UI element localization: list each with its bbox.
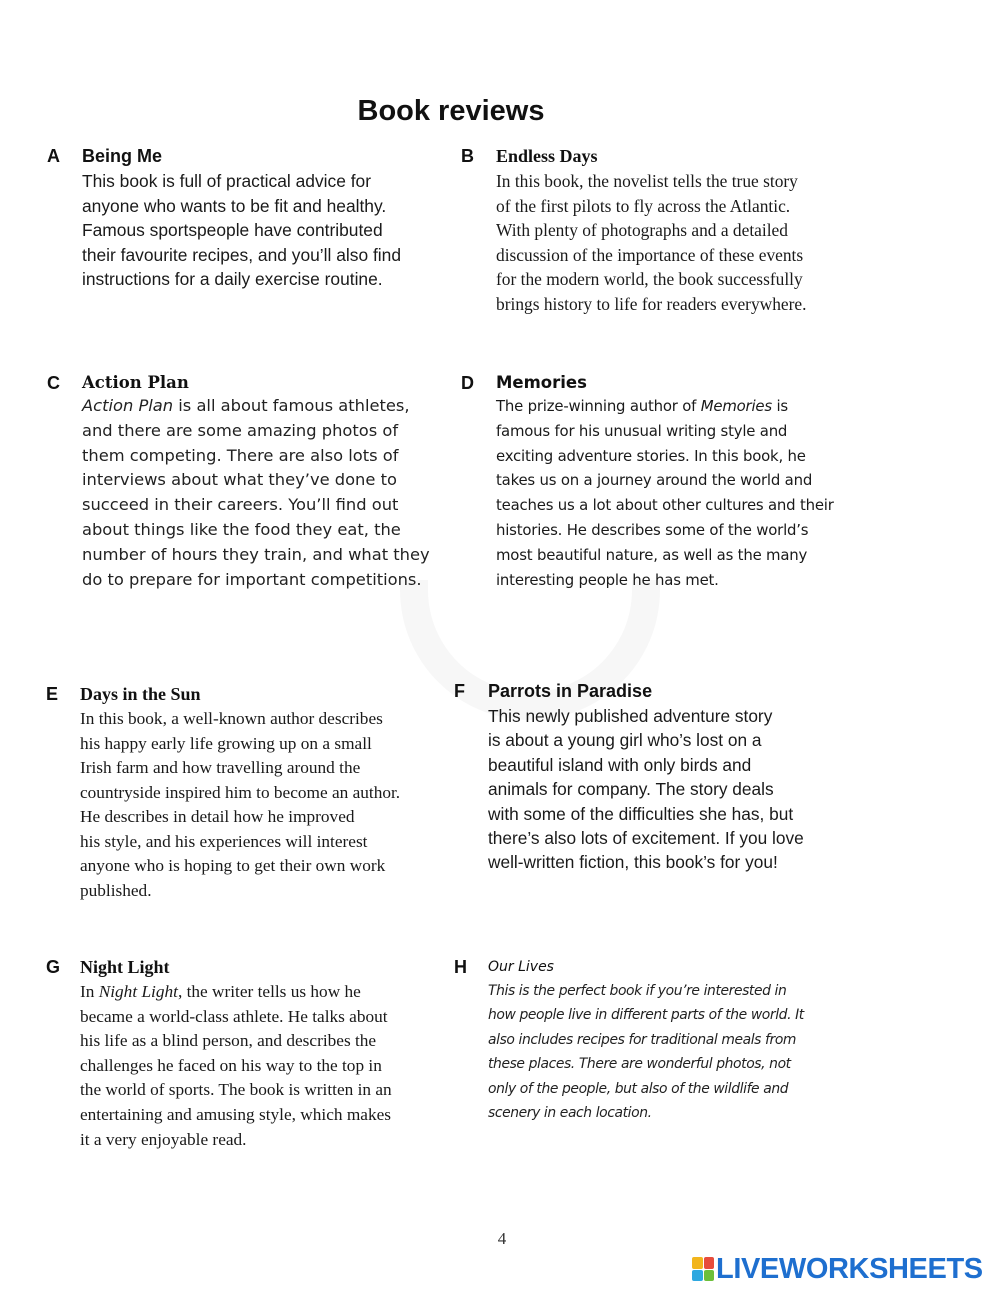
review-title: Days in the Sun bbox=[80, 684, 201, 704]
review-line: only of the people, but also of the wildlife and bbox=[488, 1080, 789, 1097]
review-b bbox=[461, 146, 881, 317]
review-line: succeed in their careers. You’ll find out bbox=[82, 495, 399, 515]
review-body bbox=[496, 169, 881, 317]
review-line: his life as a blind person, and describes the bbox=[80, 1031, 377, 1051]
review-e bbox=[46, 684, 456, 903]
review-line bbox=[82, 394, 457, 419]
review-letter: D bbox=[461, 373, 474, 393]
review-letter: G bbox=[46, 957, 61, 977]
review-line: scenery in each location. bbox=[488, 1105, 652, 1122]
review-line: there’s also lots of excitement. If you love bbox=[488, 828, 804, 849]
review-line: do to prepare for important competitions. bbox=[82, 569, 422, 589]
review-text: is bbox=[771, 397, 788, 415]
review-line: countryside inspired him to become an author. bbox=[80, 782, 401, 802]
review-line: interviews about what they’ve done to bbox=[82, 470, 397, 490]
liveworksheets-brand[interactable] bbox=[692, 1254, 983, 1284]
review-title: Action Plan bbox=[82, 373, 189, 392]
review-letter: F bbox=[454, 681, 465, 701]
review-line: them competing. There are also lots of bbox=[82, 445, 399, 465]
review-a bbox=[47, 146, 457, 292]
review-title: Night Light bbox=[80, 957, 170, 977]
review-d bbox=[461, 373, 881, 592]
review-line: animals for company. The story deals bbox=[488, 779, 774, 800]
review-line: Famous sportspeople have contributed bbox=[82, 220, 383, 241]
review-line: is about a young girl who’s lost on a bbox=[488, 730, 762, 751]
review-body bbox=[488, 979, 874, 1125]
review-line bbox=[80, 980, 456, 1005]
review-line: also includes recipes for traditional meals from bbox=[488, 1031, 797, 1048]
review-line: their favourite recipes, and you’ll also find bbox=[82, 244, 402, 265]
review-f bbox=[454, 681, 874, 875]
review-body bbox=[496, 394, 881, 592]
review-line: these places. There are wonderful photos, not bbox=[488, 1056, 791, 1073]
review-body bbox=[488, 704, 874, 875]
review-title: Endless Days bbox=[496, 146, 598, 166]
review-title: Our Lives bbox=[488, 959, 554, 975]
review-line: exciting adventure stories. In this book, he bbox=[496, 446, 806, 465]
review-line: He describes in detail how he improved bbox=[80, 807, 355, 826]
review-text: , the writer tells us how he bbox=[177, 982, 361, 1001]
review-line: teaches us a lot about other cultures and their bbox=[496, 496, 834, 515]
review-line: takes us on a journey around the world and bbox=[496, 471, 813, 490]
review-title: Being Me bbox=[82, 146, 163, 166]
review-line: his style, and his experiences will interest bbox=[80, 831, 368, 851]
review-g bbox=[46, 957, 456, 1152]
book-title-italic: Night Light bbox=[98, 982, 178, 1001]
review-letter: H bbox=[454, 957, 467, 977]
review-body bbox=[80, 980, 456, 1152]
review-body bbox=[82, 394, 457, 592]
review-line: about things like the food they eat, the bbox=[82, 519, 401, 539]
review-line: challenges he faced on his way to the top in bbox=[80, 1055, 382, 1075]
review-line: became a world-class athlete. He talks about bbox=[80, 1006, 388, 1026]
review-h bbox=[454, 957, 874, 1125]
review-line: With plenty of photographs and a detailed bbox=[496, 220, 788, 241]
review-line: anyone who is hoping to get their own work bbox=[80, 856, 386, 875]
review-line: beautiful island with only birds and bbox=[488, 754, 752, 775]
review-text: is all about famous athletes, bbox=[173, 396, 410, 415]
review-text: In bbox=[80, 982, 99, 1001]
review-line: of the first pilots to fly across the Atlantic. bbox=[496, 195, 791, 216]
liveworksheets-logo-icon bbox=[692, 1257, 714, 1281]
review-line: how people live in different parts of the world. It bbox=[488, 1007, 804, 1024]
review-title: Parrots in Paradise bbox=[488, 681, 653, 701]
review-line: for the modern world, the book successfully bbox=[496, 269, 803, 290]
review-letter: C bbox=[47, 373, 60, 393]
review-line: it a very enjoyable read. bbox=[80, 1129, 247, 1149]
book-title-italic: Memories bbox=[700, 397, 772, 415]
review-line: number of hours they train, and what they bbox=[82, 544, 430, 564]
review-line: with some of the difficulties she has, but bbox=[488, 803, 794, 824]
review-line: famous for his unusual writing style and bbox=[496, 421, 788, 440]
review-letter: E bbox=[46, 684, 59, 704]
review-line: This book is full of practical advice for bbox=[82, 171, 372, 191]
review-line: In this book, a well-known author describes bbox=[80, 709, 383, 728]
review-body bbox=[82, 169, 457, 292]
review-line: well-written fiction, this book’s for you! bbox=[488, 852, 778, 873]
brand-name: LIVEWORKSHEETS bbox=[716, 1252, 983, 1285]
review-line: discussion of the importance of these events bbox=[496, 244, 804, 265]
review-text: The prize-winning author of bbox=[496, 397, 701, 415]
review-line: This is the perfect book if you’re interested in bbox=[488, 983, 787, 999]
review-line: interesting people he has met. bbox=[496, 570, 719, 589]
review-line: published. bbox=[80, 880, 152, 900]
review-line bbox=[496, 394, 881, 419]
review-line: histories. He describes some of the world’s bbox=[496, 520, 809, 539]
review-line: most beautiful nature, as well as the many bbox=[496, 545, 808, 564]
page-title: Book reviews bbox=[357, 95, 545, 128]
review-line: This newly published adventure story bbox=[488, 706, 773, 726]
review-body bbox=[80, 707, 456, 903]
review-line: anyone who wants to be fit and healthy. bbox=[82, 195, 387, 216]
review-line: Irish farm and how travelling around the bbox=[80, 758, 361, 777]
book-title-italic: Action Plan bbox=[82, 396, 174, 415]
review-title: Memories bbox=[496, 373, 587, 392]
review-c bbox=[47, 373, 457, 592]
review-line: and there are some amazing photos of bbox=[82, 420, 399, 440]
review-line: In this book, the novelist tells the true story bbox=[496, 171, 798, 191]
review-line: entertaining and amusing style, which makes bbox=[80, 1104, 391, 1124]
review-line: instructions for a daily exercise routine. bbox=[82, 269, 383, 290]
review-line: his happy early life growing up on a small bbox=[80, 733, 372, 753]
page-number: 4 bbox=[497, 1229, 507, 1248]
review-letter: B bbox=[461, 146, 474, 166]
review-line: brings history to life for readers everywhere. bbox=[496, 293, 807, 314]
review-line: the world of sports. The book is written in an bbox=[80, 1080, 392, 1100]
review-letter: A bbox=[47, 146, 60, 166]
